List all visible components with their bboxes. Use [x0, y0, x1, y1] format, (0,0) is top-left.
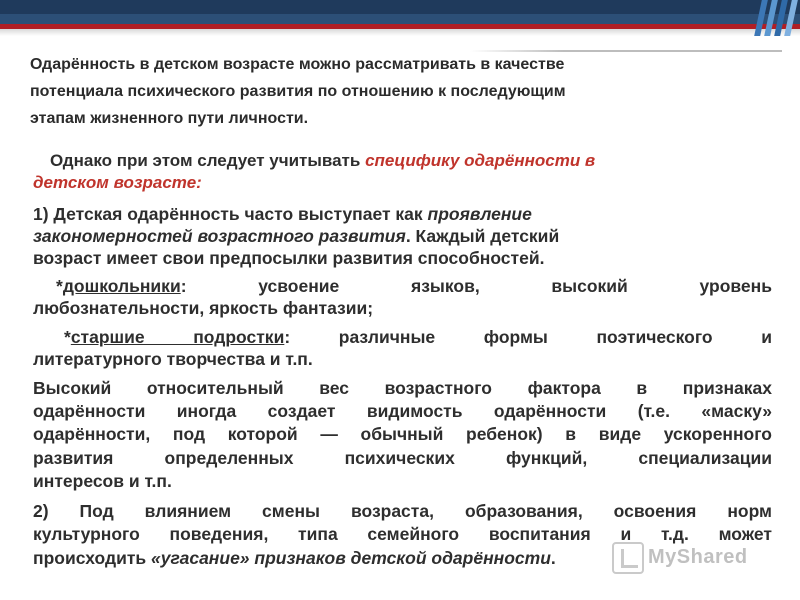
title-line: Одарённость в детском возрасте можно рассматривать в качестве: [30, 56, 565, 73]
point-2-line: 2) Под влиянием смены возраста, образования, освоения норм: [33, 501, 772, 521]
point-1-text: 1) Детская одарённость часто выступает как: [33, 204, 428, 224]
weight-line: интересов и т.п.: [33, 471, 172, 491]
teens-label: старшие подростки: [70, 327, 285, 347]
point-2-emphasis: «угасание» признаков детской одарённости: [151, 548, 551, 568]
preschool-line: [56, 276, 772, 297]
weight-line: Высокий относительный вес возрастного фактора в признаках: [33, 378, 772, 398]
teens-line: литературного творчества и т.п.: [33, 349, 313, 369]
header-bar: [0, 0, 800, 36]
title-line: этапам жизненного пути личности.: [30, 110, 309, 127]
preschool-label: дошкольники: [62, 276, 181, 296]
point-1-line: [33, 204, 532, 225]
teens-line: [64, 327, 772, 348]
bullet-star: *: [64, 327, 71, 347]
point-1-text: . Каждый детский: [405, 226, 560, 246]
point-1-line: возраст имеет свои предпосылки развития способностей.: [33, 248, 545, 268]
point-1-line: [33, 226, 559, 247]
lead-emphasis: специфику одарённости в: [365, 151, 596, 170]
weight-line: одарённости иногда создает видимость одарённости (т.е. «маску»: [33, 401, 772, 421]
bullet-star: *: [56, 276, 63, 296]
point-1-emphasis: проявление: [427, 204, 532, 224]
point-2-text: происходить: [33, 548, 152, 568]
point-1-emphasis: закономерностей возрастного развития: [33, 226, 406, 246]
lead-emphasis: детском возрасте:: [33, 173, 202, 192]
teens-text: : различные формы поэтического и: [284, 327, 772, 347]
lead-paragraph: [50, 151, 595, 171]
point-2-text: .: [550, 548, 556, 568]
preschool-line: любознательности, яркость фантазии;: [33, 298, 374, 318]
watermark-logo-icon: [612, 542, 644, 574]
point-2-line: [33, 548, 556, 569]
header-corner-stripes: [752, 0, 800, 36]
watermark-text: MyShared: [648, 546, 748, 568]
weight-line: развития определенных психических функций, специализации: [33, 448, 772, 468]
lead-text: Однако при этом следует учитывать: [50, 151, 366, 170]
weight-line: одарённости, под которой — обычный ребенок) в виде ускоренного: [33, 424, 772, 444]
point-2-line: культурного поведения, типа семейного воспитания и т.д. может: [33, 524, 772, 544]
preschool-text: : усвоение языков, высокий уровень: [180, 276, 772, 296]
watermark: [612, 538, 772, 578]
title-line: потенциала психического развития по отношению к последующим: [30, 83, 566, 100]
